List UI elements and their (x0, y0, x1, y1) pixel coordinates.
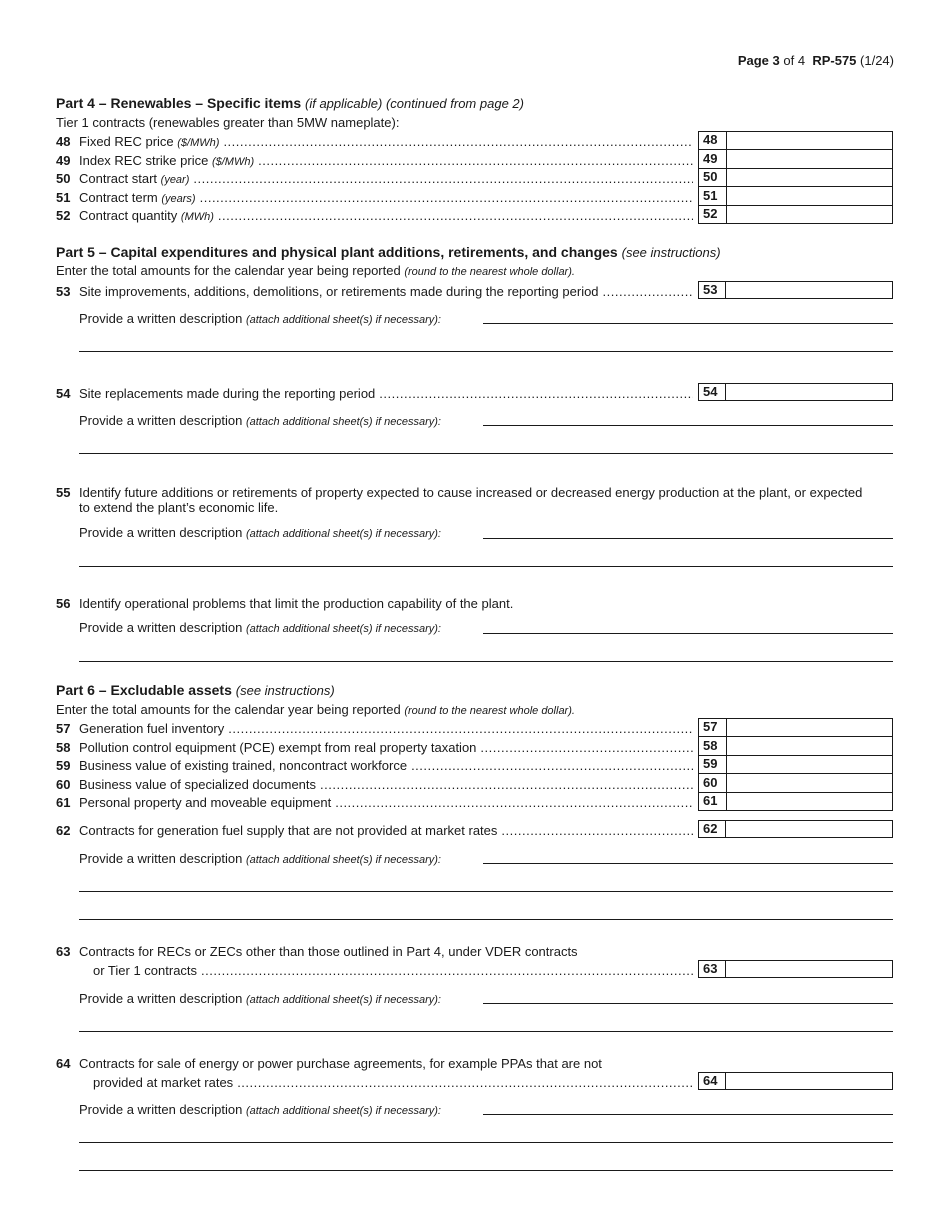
line-56-description-field-2[interactable] (79, 661, 893, 662)
form-date: (1/24) (860, 53, 894, 68)
box-51-label: 51 (703, 188, 718, 203)
part6-subtitle: Enter the total amounts for the calendar year being reported (round to the nearest whole dollar). (56, 702, 575, 717)
line-55-description-label: Provide a written description (attach additional sheet(s) if necessary): (79, 525, 441, 540)
generation-fuel-inventory-input[interactable] (727, 719, 892, 736)
rec-zec-contracts-input[interactable] (727, 961, 892, 977)
line-60: 60 Business value of specialized documents ..... (56, 774, 693, 792)
specialized-documents-input[interactable] (727, 774, 892, 791)
part5-subtitle: Enter the total amounts for the calendar year being reported (round to the nearest whole dollar). (56, 263, 575, 278)
fixed-rec-price-input[interactable] (727, 132, 892, 149)
line-62: 62 Contracts for generation fuel supply that are not provided at market rates ..... (56, 820, 693, 838)
line-54-description-field-2[interactable] (79, 453, 893, 454)
line-54-description-field[interactable] (483, 425, 893, 426)
line-55-description-field-2[interactable] (79, 566, 893, 567)
line-50: 50 Contract start (year) ..... (56, 168, 693, 186)
line-64-description-label: Provide a written description (attach additional sheet(s) if necessary): (79, 1102, 441, 1117)
site-improvements-input[interactable] (727, 282, 892, 298)
pollution-control-equipment-input[interactable] (727, 737, 892, 754)
box-54-label: 54 (698, 383, 726, 401)
personal-property-input[interactable] (727, 793, 892, 810)
workforce-value-input[interactable] (727, 756, 892, 773)
box-53-label: 53 (698, 281, 726, 299)
part5-title: Part 5 – Capital expenditures and physical plant additions, retirements, and changes (see instructions) (56, 244, 721, 260)
part4-title: Part 4 – Renewables – Specific items (if applicable) (continued from page 2) (56, 95, 524, 111)
line-63-description-field-2[interactable] (79, 1031, 893, 1032)
part4-subtitle: Tier 1 contracts (renewables greater than 5MW nameplate): (56, 115, 400, 130)
line-56-description-label: Provide a written description (attach additional sheet(s) if necessary): (79, 620, 441, 635)
page-header (738, 53, 894, 68)
line-54-description-label: Provide a written description (attach additional sheet(s) if necessary): (79, 413, 441, 428)
fuel-supply-contracts-input[interactable] (727, 821, 892, 837)
line-55-description-field[interactable] (483, 538, 893, 539)
line-59: 59 Business value of existing trained, noncontract workforce ..... (56, 755, 693, 773)
line-53-description-field-2[interactable] (79, 351, 893, 352)
box-52-label: 52 (703, 206, 718, 221)
form-id: RP-575 (812, 53, 857, 68)
box-60-label: 60 (703, 775, 718, 790)
site-replacements-input[interactable] (727, 384, 892, 400)
box-49-label: 49 (703, 151, 718, 166)
page-total: 4 (797, 53, 806, 68)
ppa-contracts-input[interactable] (727, 1073, 892, 1089)
line-62-description-label: Provide a written description (attach additional sheet(s) if necessary): (79, 851, 441, 866)
line-63-cont: or Tier 1 contracts ..... (79, 960, 693, 978)
line-54: 54 Site replacements made during the reporting period ..... (56, 383, 693, 401)
line-64-description-field[interactable] (483, 1114, 893, 1115)
line-64: 64 Contracts for sale of energy or power purchase agreements, for example PPAs that are not (56, 1056, 602, 1071)
box-63-label: 63 (698, 960, 726, 978)
box-50-label: 50 (703, 169, 718, 184)
line-48: 48 Fixed REC price ($/MWh) ..... (56, 131, 693, 149)
box-48-label: 48 (703, 132, 718, 147)
page-label: Page (737, 53, 769, 68)
contract-term-input[interactable] (727, 187, 892, 204)
line-62-description-field[interactable] (483, 863, 893, 864)
index-rec-strike-price-input[interactable] (727, 150, 892, 167)
line-61: 61 Personal property and moveable equipment ..... (56, 792, 693, 810)
line-52: 52 Contract quantity (MWh) ..... (56, 205, 693, 223)
line-63: 63 Contracts for RECs or ZECs other than those outlined in Part 4, under VDER contracts (56, 944, 578, 959)
line-63-description-label: Provide a written description (attach additional sheet(s) if necessary): (79, 991, 441, 1006)
box-61-label: 61 (703, 793, 718, 808)
line-64-cont: provided at market rates ..... (79, 1072, 693, 1090)
page-number: 3 (772, 53, 780, 68)
part6-title: Part 6 – Excludable assets (see instructions) (56, 682, 335, 698)
line-62-description-field-2[interactable] (79, 891, 893, 892)
box-59-label: 59 (703, 756, 718, 771)
line-51: 51 Contract term (years) ..... (56, 187, 693, 205)
line-56-description-field[interactable] (483, 633, 893, 634)
line-49: 49 Index REC strike price ($/MWh) ..... (56, 150, 693, 168)
line-53-description-field[interactable] (483, 323, 893, 324)
contract-start-input[interactable] (727, 169, 892, 186)
line-62-description-field-3[interactable] (79, 919, 893, 920)
box-64-label: 64 (698, 1072, 726, 1090)
line-64-description-field-3[interactable] (79, 1170, 893, 1171)
of-label: of (783, 53, 795, 68)
line-53: 53 Site improvements, additions, demolitions, or retirements made during the reporting period ..... (56, 281, 693, 299)
line-55: 55 Identify future additions or retirements of property expected to cause increased or decreased energy production at the plant, or expected to extend the plant’s economic life. (56, 485, 863, 515)
line-63-description-field[interactable] (483, 1003, 893, 1004)
line-53-description-label: Provide a written description (attach additional sheet(s) if necessary): (79, 311, 441, 326)
contract-quantity-input[interactable] (727, 206, 892, 223)
box-62-label: 62 (698, 820, 726, 838)
line-58: 58 Pollution control equipment (PCE) exempt from real property taxation ..... (56, 737, 693, 755)
line-64-description-field-2[interactable] (79, 1142, 893, 1143)
box-58-label: 58 (703, 738, 718, 753)
line-57: 57 Generation fuel inventory ..... (56, 718, 693, 736)
box-57-label: 57 (703, 719, 718, 734)
line-56: 56 Identify operational problems that limit the production capability of the plant. (56, 596, 514, 611)
